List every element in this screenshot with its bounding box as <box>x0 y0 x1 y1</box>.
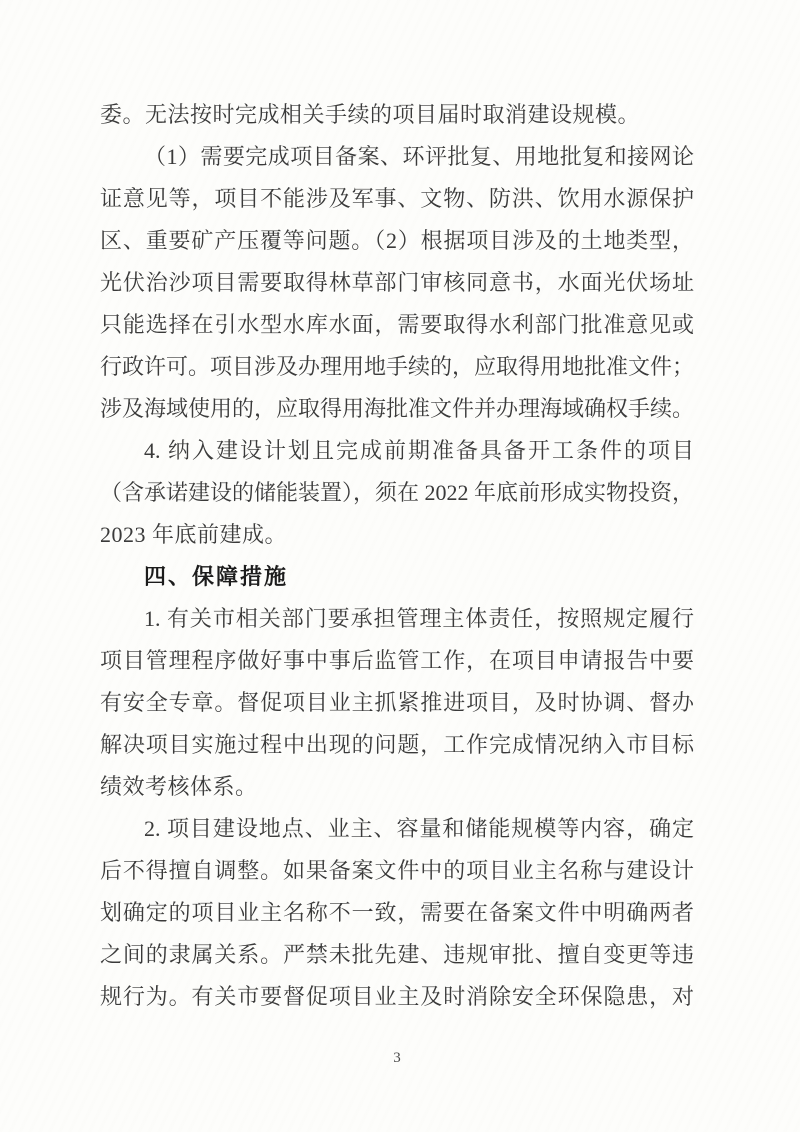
text-line: 有安全专章。督促项目业主抓紧推进项目，及时协调、督办 <box>100 690 694 715</box>
text-line: 只能选择在引水型水库水面，需要取得水利部门批准意见或 <box>100 312 694 337</box>
text-line: （含承诺建设的储能装置），须在 2022 年底前形成实物投资， <box>100 480 694 505</box>
text-line: （1）需要完成项目备案、环评批复、用地批复和接网论 <box>144 144 694 169</box>
page-number: 3 <box>393 1050 401 1066</box>
text-line: 之间的隶属关系。严禁未批先建、违规审批、擅自变更等违 <box>100 942 694 967</box>
text-line: 光伏治沙项目需要取得林草部门审核同意书，水面光伏场址 <box>100 270 694 295</box>
text-line: 规行为。有关市要督促项目业主及时消除安全环保隐患，对 <box>100 984 694 1009</box>
text-line: 后不得擅自调整。如果备案文件中的项目业主名称与建设计 <box>100 858 694 883</box>
text-line: 解决项目实施过程中出现的问题，工作完成情况纳入市目标 <box>100 732 694 757</box>
text-line: 证意见等，项目不能涉及军事、文物、防洪、饮用水源保护 <box>100 186 694 211</box>
text-line: 1. 有关市相关部门要承担管理主体责任，按照规定履行 <box>144 606 694 631</box>
text-line: 行政许可。项目涉及办理用地手续的，应取得用地批准文件； <box>100 354 694 379</box>
text-line: 委。无法按时完成相关手续的项目届时取消建设规模。 <box>100 102 641 127</box>
text-line: 4. 纳入建设计划且完成前期准备具备开工条件的项目 <box>144 438 694 463</box>
text-line: 涉及海域使用的，应取得用海批准文件并办理海域确权手续。 <box>100 396 694 421</box>
text-line: 2023 年底前建成。 <box>100 522 288 547</box>
document-text-block <box>100 94 694 1018</box>
text-line: 区、重要矿产压覆等问题。（2）根据项目涉及的土地类型， <box>100 228 694 253</box>
page-footer <box>100 1046 694 1070</box>
text-line: 绩效考核体系。 <box>100 774 258 799</box>
section-heading: 四、保障措施 <box>144 564 289 589</box>
text-line: 2. 项目建设地点、业主、容量和储能规模等内容，确定 <box>144 816 694 841</box>
text-line: 划确定的项目业主名称不一致，需要在备案文件中明确两者 <box>100 900 694 925</box>
text-line: 项目管理程序做好事中事后监管工作，在项目申请报告中要 <box>100 648 694 673</box>
